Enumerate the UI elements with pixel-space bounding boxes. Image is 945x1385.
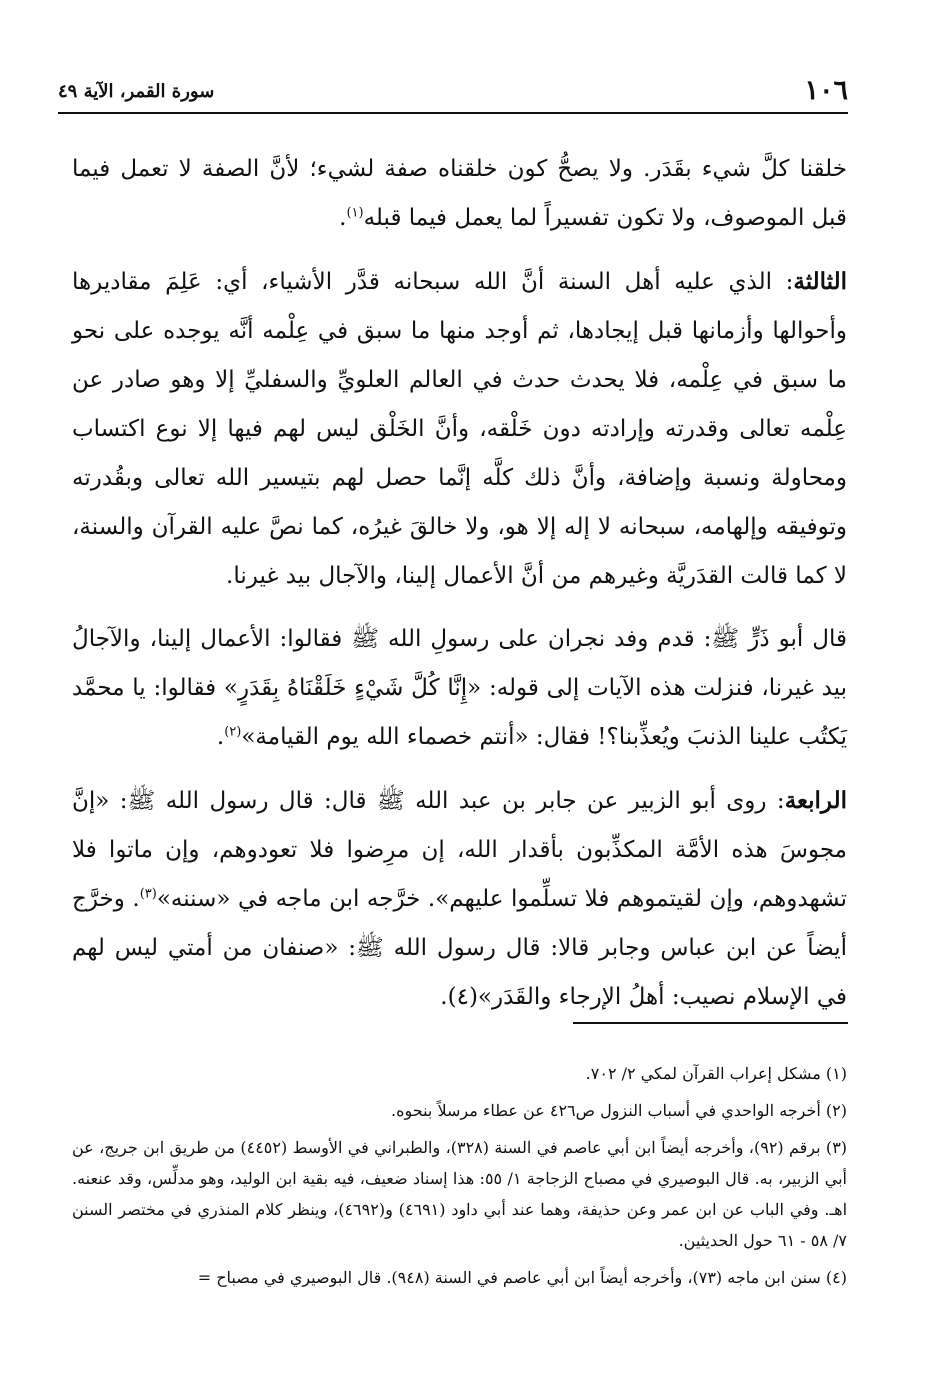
running-title: سورة القمر، الآية ٤٩ bbox=[58, 81, 215, 102]
paragraph-text: خلقنا كلَّ شيء بقَدَر. ولا يصحُّ كون خلقناه صفة لشيء؛ لأنَّ الصفة لا تعمل فيما قبل الموصوف، ولا تكون تفسيراً لما يعمل فيما قبله bbox=[72, 156, 847, 231]
footnote-1: (١) مشكل إعراب القرآن لمكي ٢/ ٧٠٢. bbox=[585, 1064, 847, 1083]
footnotes bbox=[72, 1058, 847, 1299]
footnote-2: (٢) أخرجه الواحدي في أسباب النزول ص٤٢٦ عن عطاء مرسلاً بنحوه. bbox=[391, 1101, 847, 1120]
paragraph-1 bbox=[72, 145, 847, 243]
paragraph-2 bbox=[72, 257, 847, 601]
paragraph-text: : الذي عليه أهل السنة أنَّ الله سبحانه قدَّر الأشياء، أي: عَلِمَ مقاديرها وأحوالها وأزمانها قبل إيجادها، ثم أوجد منها ما سبق في عِلْمه أنَّه يوجده على نحو ما سبق في عِلْمه، فلا يحدث حدث في العالم العلويِّ والسفليِّ إلا وهو صادر عن عِلْمه تعالى وقدرته وإرادته دون خَلْقه، وأنَّ الخَلْق ليس لهم فيها إلا نوع اكتساب ومحاولة ونسبة وإضافة، وأنَّ ذلك كلَّه إنَّما حصل لهم بتيسير الله تعالى وبقُدرته وتوفيقه وإلهامه، سبحانه لا إله إلا هو، ولا خالقَ غيرُه، كما نصَّ عليه القرآن والسنة، لا كما قالت القدَريَّة وغيرهم من أنَّ الأعمال إلينا، والآجال بيد غيرنا. bbox=[72, 269, 847, 589]
paragraph-text: قال أبو ذَرٍّ ﷺ: قدم وفد نجران على رسولِ الله ﷺ فقالوا: الأعمال إلينا، والآجالُ بيد غيرنا، فنزلت هذه الآيات إلى قوله: «إِنَّا كُلَّ شَيْءٍ خَلَقْنَاهُ بِقَدَرٍ» فقالوا: يا محمَّد يَكتُب علينا الذنبَ ويُعذِّبنا؟! فقال: «أنتم خصماء الله يوم القيامة» bbox=[72, 626, 847, 750]
footnote-ref: (١) bbox=[346, 205, 364, 221]
main-text bbox=[72, 145, 847, 1036]
paragraph-end: . وخرَّج أيضاً عن ابن عباس وجابر قالا: قال رسول الله ﷺ: «صنفان من أمتي ليس لهم في الإسلام نصيب: أهلُ الإرجاء والقَدَر»(٤). bbox=[72, 886, 847, 1010]
footnote-separator bbox=[573, 1022, 848, 1024]
paragraph-end: . bbox=[339, 205, 347, 231]
footnote-3: (٣) برقم (٩٢)، وأخرجه أيضاً ابن أبي عاصم في السنة (٣٢٨)، والطبراني في الأوسط (٤٤٥٢) من طريق ابن جريج، عن أبي الزبير، به. قال البوصيري في مصباح الزجاجة ١/ ٥٥: هذا إسناد ضعيف، فيه بقية ابن الوليد، وهو مدلِّس، وقد عنعنه. اهـ. وفي الباب عن ابن عمر وعن حذيفة، وهما عند أبي داود (٤٦٩١) و(٤٦٩٢)، وينظر كلام المنذري في مختصر السنن ٧/ ٥٨ - ٦١ حول الحديثين. bbox=[72, 1138, 848, 1250]
page-header bbox=[58, 62, 848, 114]
paragraph-text: : روى أبو الزبير عن جابر بن عبد الله ﷺ قال: قال رسول الله ﷺ: «إنَّ مجوسَ هذه الأمَّة المكذِّبون بأقدار الله، إن مرِضوا فلا تعودوهم، وإن ماتوا فلا تشهدوهم، وإن لقيتموهم فلا تسلِّموا عليهم». خرَّجه ابن ماجه في «سننه» bbox=[72, 788, 848, 912]
paragraph-4 bbox=[72, 776, 847, 1022]
section-lead: الرابعة bbox=[784, 787, 847, 814]
footnote-ref: (٣) bbox=[139, 886, 157, 902]
section-lead: الثالثة bbox=[793, 268, 847, 295]
page-number: ١٠٦ bbox=[804, 75, 848, 106]
footnote-4: (٤) سنن ابن ماجه (٧٣)، وأخرجه أيضاً ابن أبي عاصم في السنة (٩٤٨). قال البوصيري في مصباح = bbox=[197, 1268, 847, 1287]
paragraph-3 bbox=[72, 615, 847, 762]
paragraph-end: . bbox=[216, 724, 225, 750]
footnote-ref: (٢) bbox=[224, 724, 242, 740]
